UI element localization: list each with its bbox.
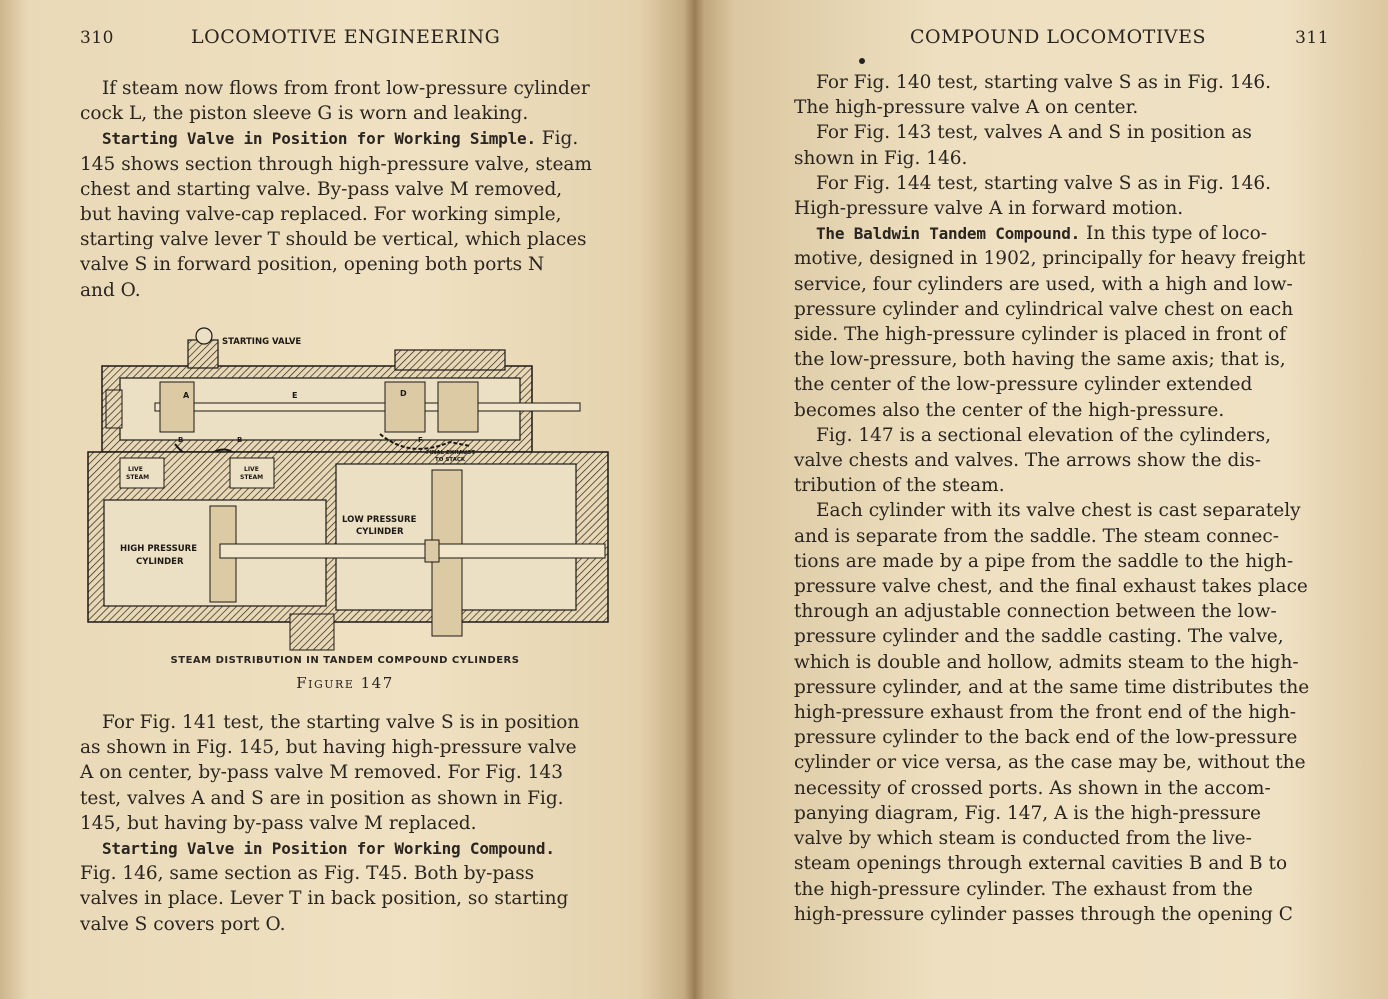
para3-line: as shown in Fig. 145, but having high-pressure valve	[80, 737, 577, 759]
section-line: side. The high-pressure cylinder is placed in front of	[794, 324, 1287, 346]
each-line: tions are made by a pipe from the saddle to the high-	[794, 550, 1294, 572]
para1-line: cock L, the piston sleeve G is worn and leaking.	[80, 103, 529, 125]
each-line: panying diagram, Fig. 147, A is the high-pressure	[794, 802, 1261, 824]
label-a: A	[183, 391, 190, 400]
para2-line: 145 shows section through high-pressure valve, steam	[80, 153, 592, 175]
test-line: For Fig. 140 test, starting valve S as in Fig. 146.	[816, 72, 1271, 93]
para3-line: test, valves A and S are in position as shown in Fig.	[80, 787, 564, 809]
label-live-steam-1b: STEAM	[126, 474, 150, 481]
label-live-steam-1a: LIVE	[128, 466, 143, 473]
saddle-foot	[290, 614, 334, 650]
starting-valve-knob	[196, 328, 212, 344]
each-line: high-pressure cylinder passes through the opening C	[794, 903, 1293, 925]
page-number-right: 311	[1295, 28, 1330, 48]
para2-heading-line	[80, 126, 592, 151]
label-live-steam-2a: LIVE	[244, 466, 259, 473]
running-head-title-right: COMPOUND LOCOMOTIVES	[910, 26, 1206, 48]
label-b-2: B	[237, 436, 243, 444]
each-line: pressure valve chest, and the final exhaust takes place	[794, 576, 1308, 598]
test-line: High-pressure valve A in forward motion.	[794, 198, 1184, 220]
para3-line: A on center, by-pass valve M removed. For Fig. 143	[80, 762, 563, 784]
each-line: and is separate from the saddle. The steam connec-	[794, 525, 1279, 547]
each-line: steam openings through external cavities B and B to	[794, 853, 1288, 875]
para4-line: Fig. 146, same section as Fig. T45. Both by-pass	[80, 863, 535, 885]
each-line: the high-pressure cylinder. The exhaust from the	[794, 878, 1253, 900]
rod-collar	[425, 540, 439, 562]
label-low-pressure-a: LOW PRESSURE	[342, 515, 417, 525]
para4-heading: Starting Valve in Position for Working Compound.	[102, 839, 555, 859]
each-line: pressure cylinder, and at the same time distributes the	[794, 676, 1310, 698]
para2-heading: Starting Valve in Position for Working Simple.	[102, 129, 536, 149]
label-e: E	[292, 391, 298, 400]
ink-dot	[859, 58, 865, 64]
running-head-right	[910, 26, 1329, 48]
each-line: necessity of crossed ports. As shown in the accom-	[794, 777, 1271, 799]
left-text-block-1	[80, 76, 592, 303]
test-line: The high-pressure valve A on center.	[794, 97, 1139, 119]
label-final-exhaust-a: FINAL EXHAUST	[426, 450, 475, 456]
each-line: Each cylinder with its valve chest is cast separately	[816, 500, 1301, 522]
piston-rod	[220, 544, 605, 558]
raised-chest	[395, 350, 505, 370]
label-starting-valve: STARTING VALVE	[222, 337, 302, 347]
each-line: which is double and hollow, admits steam to the high-	[794, 651, 1299, 673]
label-low-pressure-b: CYLINDER	[356, 527, 404, 537]
figure-label: Figure 147	[296, 674, 394, 692]
right-page	[694, 0, 1388, 999]
section-line: the center of the low-pressure cylinder extended	[794, 374, 1253, 396]
para2-line: and O.	[80, 279, 141, 301]
test-line: For Fig. 144 test, starting valve S as in Fig. 146.	[816, 172, 1271, 194]
section-first-tail: In this type of loco-	[1080, 223, 1267, 245]
left-text-block-2	[80, 710, 579, 937]
figure-147-diagram	[80, 324, 610, 658]
section-line: pressure cylinder and cylindrical valve chest on each	[794, 298, 1294, 320]
running-head-left	[80, 26, 500, 48]
fig147-line: valve chests and valves. The arrows show the dis-	[794, 450, 1262, 472]
para2-line: chest and starting valve. By-pass valve M removed,	[80, 178, 563, 200]
each-line: high-pressure exhaust from the front end of the high-	[794, 702, 1297, 724]
right-text-block	[794, 70, 1309, 927]
fig147-line: tribution of the steam.	[794, 475, 1005, 497]
running-head-title-left: LOCOMOTIVE ENGINEERING	[191, 26, 501, 48]
label-live-steam-2b: STEAM	[240, 474, 264, 481]
front-valve-cap	[106, 390, 122, 428]
label-final-exhaust-b: TO STACK	[435, 457, 466, 463]
section-heading-line	[794, 221, 1309, 246]
para3-line: For Fig. 141 test, the starting valve S is in position	[102, 712, 580, 733]
test-line: shown in Fig. 146.	[794, 147, 968, 169]
section-line: the low-pressure, both having the same axis; that is,	[794, 349, 1286, 371]
para2-first-tail: Fig.	[535, 128, 579, 150]
each-line: pressure cylinder to the back end of the low-pressure	[794, 727, 1298, 749]
label-b-1: B	[178, 436, 184, 444]
page-number-left: 310	[80, 28, 114, 48]
para2-line: but having valve-cap replaced. For working simple,	[80, 204, 562, 226]
test-line: For Fig. 143 test, valves A and S in position as	[816, 122, 1252, 144]
live-steam-box-1	[120, 458, 164, 488]
section-line: service, four cylinders are used, with a high and low-	[794, 273, 1293, 295]
label-f: F	[418, 436, 423, 444]
label-high-pressure-b: CYLINDER	[136, 557, 184, 567]
each-line: valve by which steam is conducted from the live-	[794, 828, 1252, 850]
para1-line: If steam now flows from front low-pressure cylinder	[102, 78, 590, 99]
para4-line: valve S covers port O.	[80, 913, 286, 935]
section-line: motive, designed in 1902, principally for heavy freight	[794, 248, 1306, 270]
each-line: cylinder or vice versa, as the case may be, without the	[794, 752, 1306, 774]
label-high-pressure-a: HIGH PRESSURE	[120, 544, 198, 554]
para2-line: starting valve lever T should be vertical, which places	[80, 229, 587, 251]
valve-piston-a	[160, 382, 194, 432]
section-line: becomes also the center of the high-pressure.	[794, 399, 1225, 421]
label-d: D	[400, 389, 407, 398]
live-steam-box-2	[230, 458, 274, 488]
para3-line: 145, but having by-pass valve M replaced.	[80, 812, 477, 834]
fig147-line: Fig. 147 is a sectional elevation of the cylinders,	[816, 424, 1271, 446]
cylinder-section-drawing	[80, 324, 610, 654]
book-gutter	[684, 0, 704, 999]
each-line: through an adjustable connection between the low-	[794, 601, 1277, 623]
para2-line: valve S in forward position, opening both ports N	[80, 254, 545, 276]
valve-piston-d-right	[438, 382, 478, 432]
each-line: pressure cylinder and the saddle casting. The valve,	[794, 626, 1284, 648]
valve-spindle	[155, 403, 580, 411]
para4-heading-line	[80, 836, 579, 861]
para4-line: valves in place. Lever T in back position, so starting	[80, 888, 569, 910]
figure-caption: STEAM DISTRIBUTION IN TANDEM COMPOUND CYLINDERS	[170, 655, 520, 666]
section-heading: The Baldwin Tandem Compound.	[816, 224, 1081, 244]
